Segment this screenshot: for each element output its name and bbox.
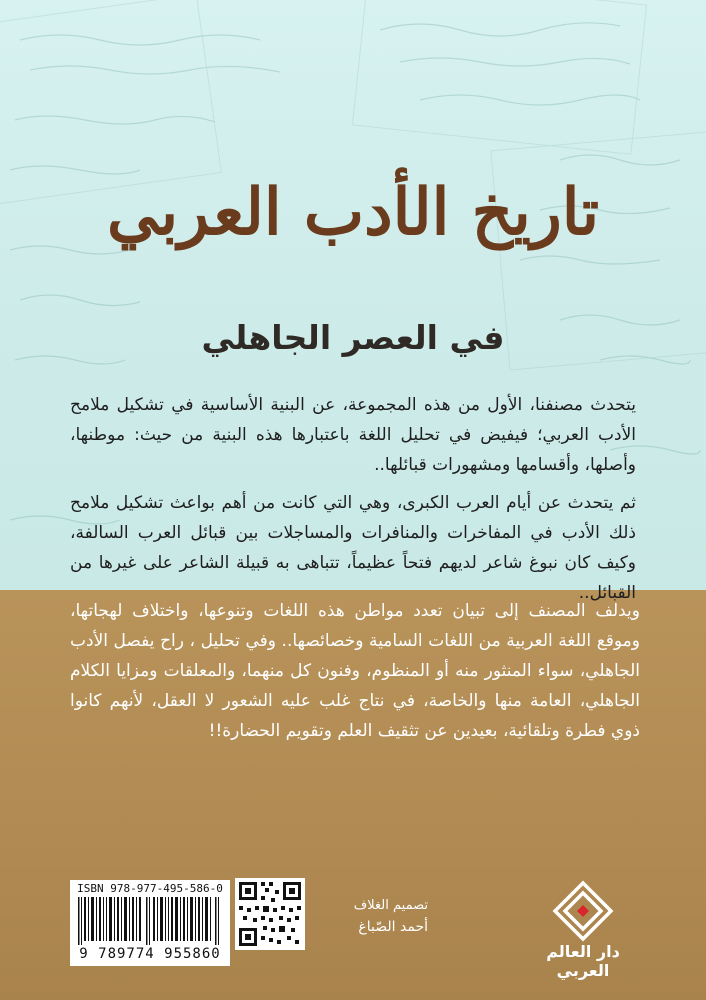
barcode-number: 9 789774 955860 xyxy=(79,946,221,962)
blurb-paragraph-1: يتحدث مصنفنا، الأول من هذه المجموعة، عن البنية الأساسية في تشكيل ملامح الأدب العربي؛ فيفيض في تحليل اللغة باعتبارها هذه البنية من حيث: موطنها، وأصلها، وأقسامها ومشهورات قبائلها.. xyxy=(70,395,636,475)
publisher-logo-mark xyxy=(550,880,616,942)
isbn-label: ISBN 978-977-495-586-0 xyxy=(77,882,223,895)
barcode-bars xyxy=(76,897,224,945)
barcode xyxy=(70,880,230,966)
credit-name: أحمد الصّباغ xyxy=(358,919,428,935)
book-subtitle: في العصر الجاهلي xyxy=(201,318,505,357)
credit-label: تصميم الغلاف xyxy=(353,898,428,913)
publisher-logo-icon xyxy=(528,880,638,980)
blurb-paragraph-2: ثم يتحدث عن أيام العرب الكبرى، وهي التي كانت من أهم بواعث تشكيل ملامح ذلك الأدب في المفاخرات والمنافرات والمساجلات بين قبائل العرب السالفة، وكيف كان نبوغ شاعر لديهم فتحاً عظيماً، تتباهى به قبيلة الشاعر على غيرها من القبائل.. xyxy=(70,493,636,603)
qr-code-graphic xyxy=(235,878,305,950)
cover-design-credit xyxy=(318,896,428,938)
publisher-name: دار العالم العربي xyxy=(546,942,620,980)
qr-code-icon xyxy=(235,878,305,950)
blurb-paragraph-3: ويدلف المصنف إلى تبيان تعدد مواطن هذه اللغات وتنوعها، واختلاف لهجاتها، وموقع اللغة العربية من اللغات السامية وخصائصها.. وفي تحليل ، راح يفصل الأدب الجاهلي، سواء المنثور منه أو المنظوم، وفنون كل منهما، والمعلقات ومزايا الكلام الجاهلي، العامة منها والخاصة، في نتاج غلب عليه الشعور لا العقل، لأنهم كانوا ذوي فطرة وتلقائية، بعيدين عن تثقيف العلم وتقويم الحضارة!! xyxy=(70,601,640,741)
book-title: تاريخ الأدب العربي xyxy=(106,175,600,250)
